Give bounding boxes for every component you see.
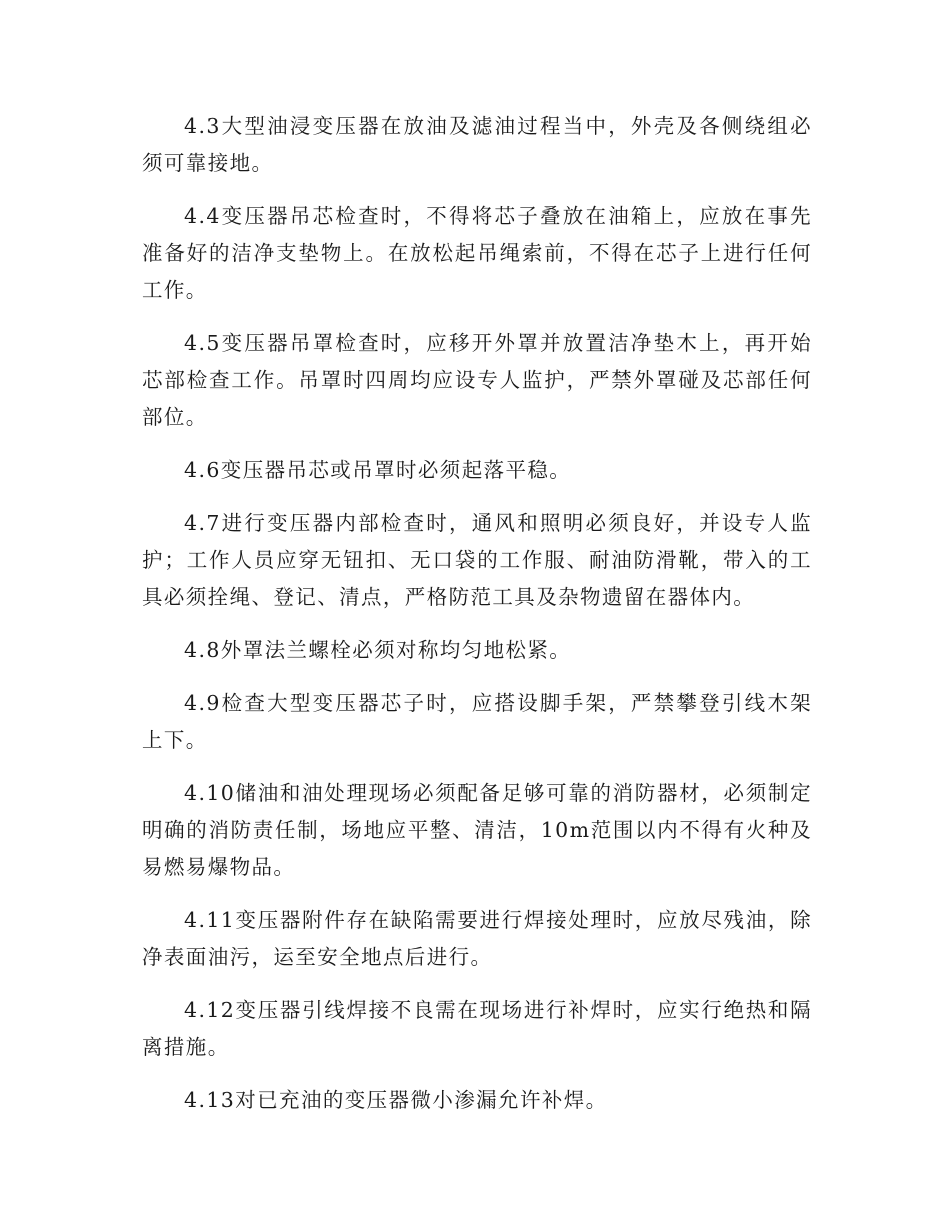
clause-4-12: 4.12变压器引线焊接不良需在现场进行补焊时，应实行绝热和隔离措施。 [142, 998, 812, 1059]
clause-4-11: 4.11变压器附件存在缺陷需要进行焊接处理时，应放尽残油，除净表面油污，运至安全地点后进行。 [142, 908, 812, 969]
clause-4-6: 4.6变压器吊芯或吊罩时必须起落平稳。 [184, 458, 572, 482]
clause-4-10: 4.10储油和油处理现场必须配备足够可靠的消防器材，必须制定明确的消防责任制，场地应平整、清洁，10m范围以内不得有火种及易燃易爆物品。 [142, 781, 812, 879]
document-body [142, 108, 812, 1135]
clause-4-5: 4.5变压器吊罩检查时，应移开外罩并放置洁净垫木上，再开始芯部检查工作。吊罩时四周均应设专人监护，严禁外罩碰及芯部任何部位。 [142, 331, 812, 429]
clause-4-3: 4.3大型油浸变压器在放油及滤油过程当中，外壳及各侧绕组必须可靠接地。 [142, 114, 812, 175]
clause-4-9: 4.9检查大型变压器芯子时，应搭设脚手架，严禁攀登引线木架上下。 [142, 691, 812, 752]
clause-4-7: 4.7进行变压器内部检查时，通风和照明必须良好，并设专人监护；工作人员应穿无钮扣、无口袋的工作服、耐油防滑靴，带入的工具必须拴绳、登记、清点，严格防范工具及杂物遗留在器体内。 [142, 511, 812, 609]
clause-4-8: 4.8外罩法兰螺栓必须对称均匀地松紧。 [184, 638, 572, 662]
clause-4-4: 4.4变压器吊芯检查时，不得将芯子叠放在油箱上，应放在事先准备好的洁净支垫物上。在放松起吊绳索前，不得在芯子上进行任何工作。 [142, 204, 812, 302]
clause-4-13: 4.13对已充油的变压器微小渗漏允许补焊。 [184, 1088, 608, 1112]
